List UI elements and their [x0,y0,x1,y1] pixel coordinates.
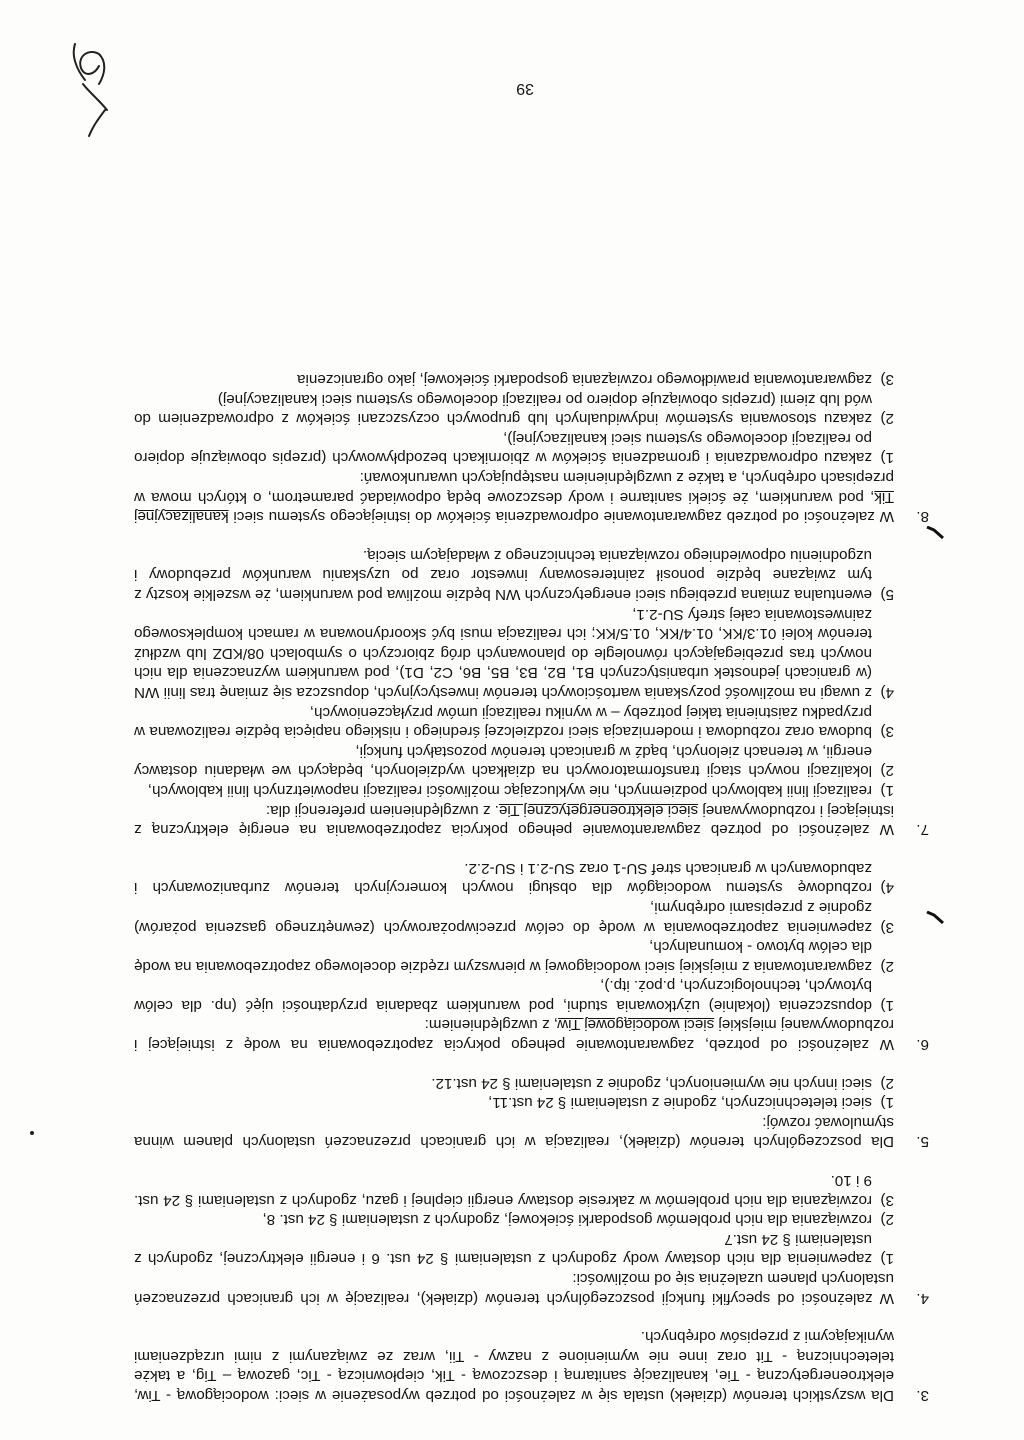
margin-dot [30,1131,34,1135]
page-number: 39 [516,80,534,97]
list-item-number: 4) [880,879,894,897]
list-item [134,1170,894,1209]
list-item-text: zagwarantowania z miejskiej sieci wodociągowej w pierwszym rzędzie docelowego zapotrzebowania na wodę dla celów bytowo - komunalnych, [134,938,872,975]
list-item [134,1229,894,1268]
list-item-text: realizacji linii kablowych podziemnych, nie wykluczając możliwości realizacji napowietrznych linii kablowych, [147,781,872,799]
list-item-number: 4) [880,684,894,701]
list-item-number: 3) [880,371,894,389]
list-item [134,370,894,390]
list-item-number: 5) [880,586,894,604]
list-item [134,1073,894,1093]
list-item-text: zagwarantowania prawidłowego rozwiązania gospodarki ściekowej, jako ograniczenia [297,371,872,389]
list-item-number: 2) [880,1074,894,1092]
section-number: 6. [916,1036,929,1054]
list-item-text: ewentualna zmiana przebiegu sieci energetycznych WN będzie możliwa pod warunkiem, że wszelkie koszty z tym związane będzie ponosił zainteresowany inwestor oraz po uzyskaniu warunków przebudowy i uzgodnieniu odpowiedniego rozwiązania technicznego z władającym siecią. [134,546,872,604]
list-item [134,545,894,604]
section-intro: W zależności od specyfiki funkcji poszczególnych terenów (działek), realizację w ich granicach przeznaczeń ustalonych planem uzależnia się od możliwości: [134,1270,894,1307]
list-item-number: 1) [880,1250,894,1268]
list-item [134,1093,894,1113]
list-item [134,780,894,800]
intro-text: W zależności od potrzeb zagwarantowanie pełnego pokrycia zapotrzebowania na energię elektryczną z istniejącej i rozbudowywanej [134,801,894,839]
margin-mark [926,526,944,540]
list-item-number: 1) [880,996,894,1014]
section-number: 8. [916,508,929,526]
document-body [134,351,929,1406]
section-6 [134,858,929,1054]
list-item [134,897,894,936]
list-item [134,702,894,741]
list-item [134,976,894,1015]
section-number: 4. [916,1289,929,1307]
list-item-number: 2) [880,410,894,428]
list-item-text: lokalizacji nowych stacji transformatorowych na działkach wydzielonych, będących we władaniu dostawcy energii, w terenach zielonych, bądź w granicach terenów pozostałych funkcji, [134,742,872,780]
list-item-number: 2) [880,1211,894,1229]
underlined-network-name: kanalizacyjnej Tik [134,488,894,526]
section-7 [134,545,929,839]
intro-text: . z uwzględnieniem preferencji dla: [265,801,499,819]
list-item [134,937,894,976]
list-item-text: rozwiązania dla nich problemów w zakresie dostawy energii cieplnej i gazu, zgodnych z ustaleniami § 24 ust. 9 i 10. [134,1172,872,1209]
list-item [134,741,894,780]
list-item-text: rozwiązania dla nich problemów gospodarki ściekowej, zgodnych z ustaleniami § 24 ust. 8, [262,1211,872,1229]
section-number: 5. [916,1133,929,1151]
section-intro: Dla wszystkich terenów (działek) ustala się w zależności od potrzeb wyposażenie w sieci: wodociągową - Tiw, elektroenergetyczną - Tie, kanalizację sanitarną i deszczową - Tik, ciepłowniczą - Tic, gazową – Tig, a także teletechniczną - Tit oraz inne nie wymienione z nazwy - Tii, wraz ze związanymi z nimi urządzeniami wynikającymi z przepisów odrębnych. [134,1328,894,1404]
list-item-number: 3) [880,918,894,936]
list-item [134,1210,894,1230]
list-item-number: 3) [880,723,894,741]
section-intro: Dla poszczególnych terenów (działek), realizacja w ich granicach przeznaczeń ustalonych planem winna stymulować rozwój: [134,1113,894,1151]
list-item-text: dopuszczenia (lokalnie) użytkowania studni, pod warunkiem zbadania przydatności ujęć (np. dla celów bytowych, technologicznych, p.poż. itp.), [134,977,872,1014]
underlined-network-name: sieci elektroenergetycznej Tie [498,801,699,819]
list-item-text: zakazu odprowadzania i gromadzenia ścieków w zbiornikach bezodpływowych (przepis obowiązuje dopiero po realizacji docelowego systemu sieci kanalizacyjnej), [134,429,872,467]
underlined-network-name: sieci wodociągowej Tiw [558,1016,715,1034]
list-item-text: sieci innych nie wymienionych, zgodnie z ustaleniami § 24 ust.12. [431,1074,872,1092]
list-item [134,428,894,467]
intro-text: W zależności od potrzeb zagwarantowanie odprowadzenia ścieków do istniejącego systemu sieci [228,508,894,526]
section-intro [134,467,894,526]
section-3 [134,1327,929,1405]
list-item-text: zakazu stosowania systemów indywidualnych lub grupowych oczyszczani ścieków z odprowadzeniem do wód lub ziemi (przepis obowiązuje dopiero po realizacji docelowego systemu sieci kanalizacyjnej) [134,390,872,428]
intro-text: , pod warunkiem, że ścieki sanitarne i wody deszczowe będą odpowiadać parametrom, o których mowa w przepisach odrębnych, a także z uwzględnieniem następujących uwarunkowań: [134,469,894,506]
list-item-number: 3) [880,1191,894,1209]
section-intro [134,1015,894,1054]
section-8 [134,370,929,527]
handwritten-signature [59,40,129,140]
section-number: 7. [916,821,929,839]
section-4 [134,1170,929,1307]
list-item [134,858,894,897]
list-item-number: 2) [880,762,894,780]
margin-mark [926,911,944,925]
list-item [134,604,894,702]
list-item-text: rozbudowę systemu wodociągów dla obsługi nowych komercyjnych terenów zurbanizowanych i zabudowanych w granicach stref SU-1 oraz SU-2.1 i SU-2.2. [134,859,872,897]
list-item-number: 1) [880,781,894,799]
intro-text: , z uwzględnieniem: [424,1016,559,1034]
section-intro [134,800,894,839]
list-item-number: 1) [880,1094,894,1112]
section-5 [134,1073,929,1151]
intro-text: W zależności od potrzeb, zagwarantowanie pełnego pokrycia zapotrzebowania na wodę z istniejącej i rozbudowywanej miejskiej [134,1016,894,1054]
section-number: 3. [916,1387,929,1404]
list-item-text: zapewnienia zapotrzebowania w wodę do celów przeciwpożarowych (zewnętrznego gaszenia pożarów) zgodnie z przepisami odrębnymi, [134,898,872,936]
list-item-text: budowa oraz rozbudowa i modernizacja sieci rozdzielczej średniego i niskiego napięcia będzie realizowana w przypadku zaistnienia takiej potrzeby – w wyniku realizacji umów przyłączeniowych, [134,703,872,741]
list-item [134,389,894,428]
list-item-number: 2) [880,957,894,975]
list-item-text: zapewnienia dla nich dostawy wody zgodnych z ustaleniami § 24 ust. 6 i energii elektrycznej, zgodnych z ustaleniami § 24 ust.7 [134,1230,872,1268]
list-item-text: sieci teletechnicznych, zgodnie z ustaleniami § 24 ust.11, [488,1094,872,1112]
list-item-text: z uwagi na możliwość pozyskania wartościowych terenów inwestycyjnych, dopuszcza się zmianę tras linii WN (w granicach jednostek urbanistycznych B1, B2, B3, B5, B6, C2, D1), pod warunkiem wyznaczenia dla nich nowych tras przebiegających równolegle do planowanych dróg zbiorczych o symbolach 08/KDZ lub wzdłuż terenów kolei 01.3/KK, 01.4/KK, 01.5/KK; ich realizacja musi być skoordynowana w ramach kompleksowego zainwestowania całej strefy SU-2.1, [134,605,872,701]
list-item-number: 1) [880,449,894,467]
